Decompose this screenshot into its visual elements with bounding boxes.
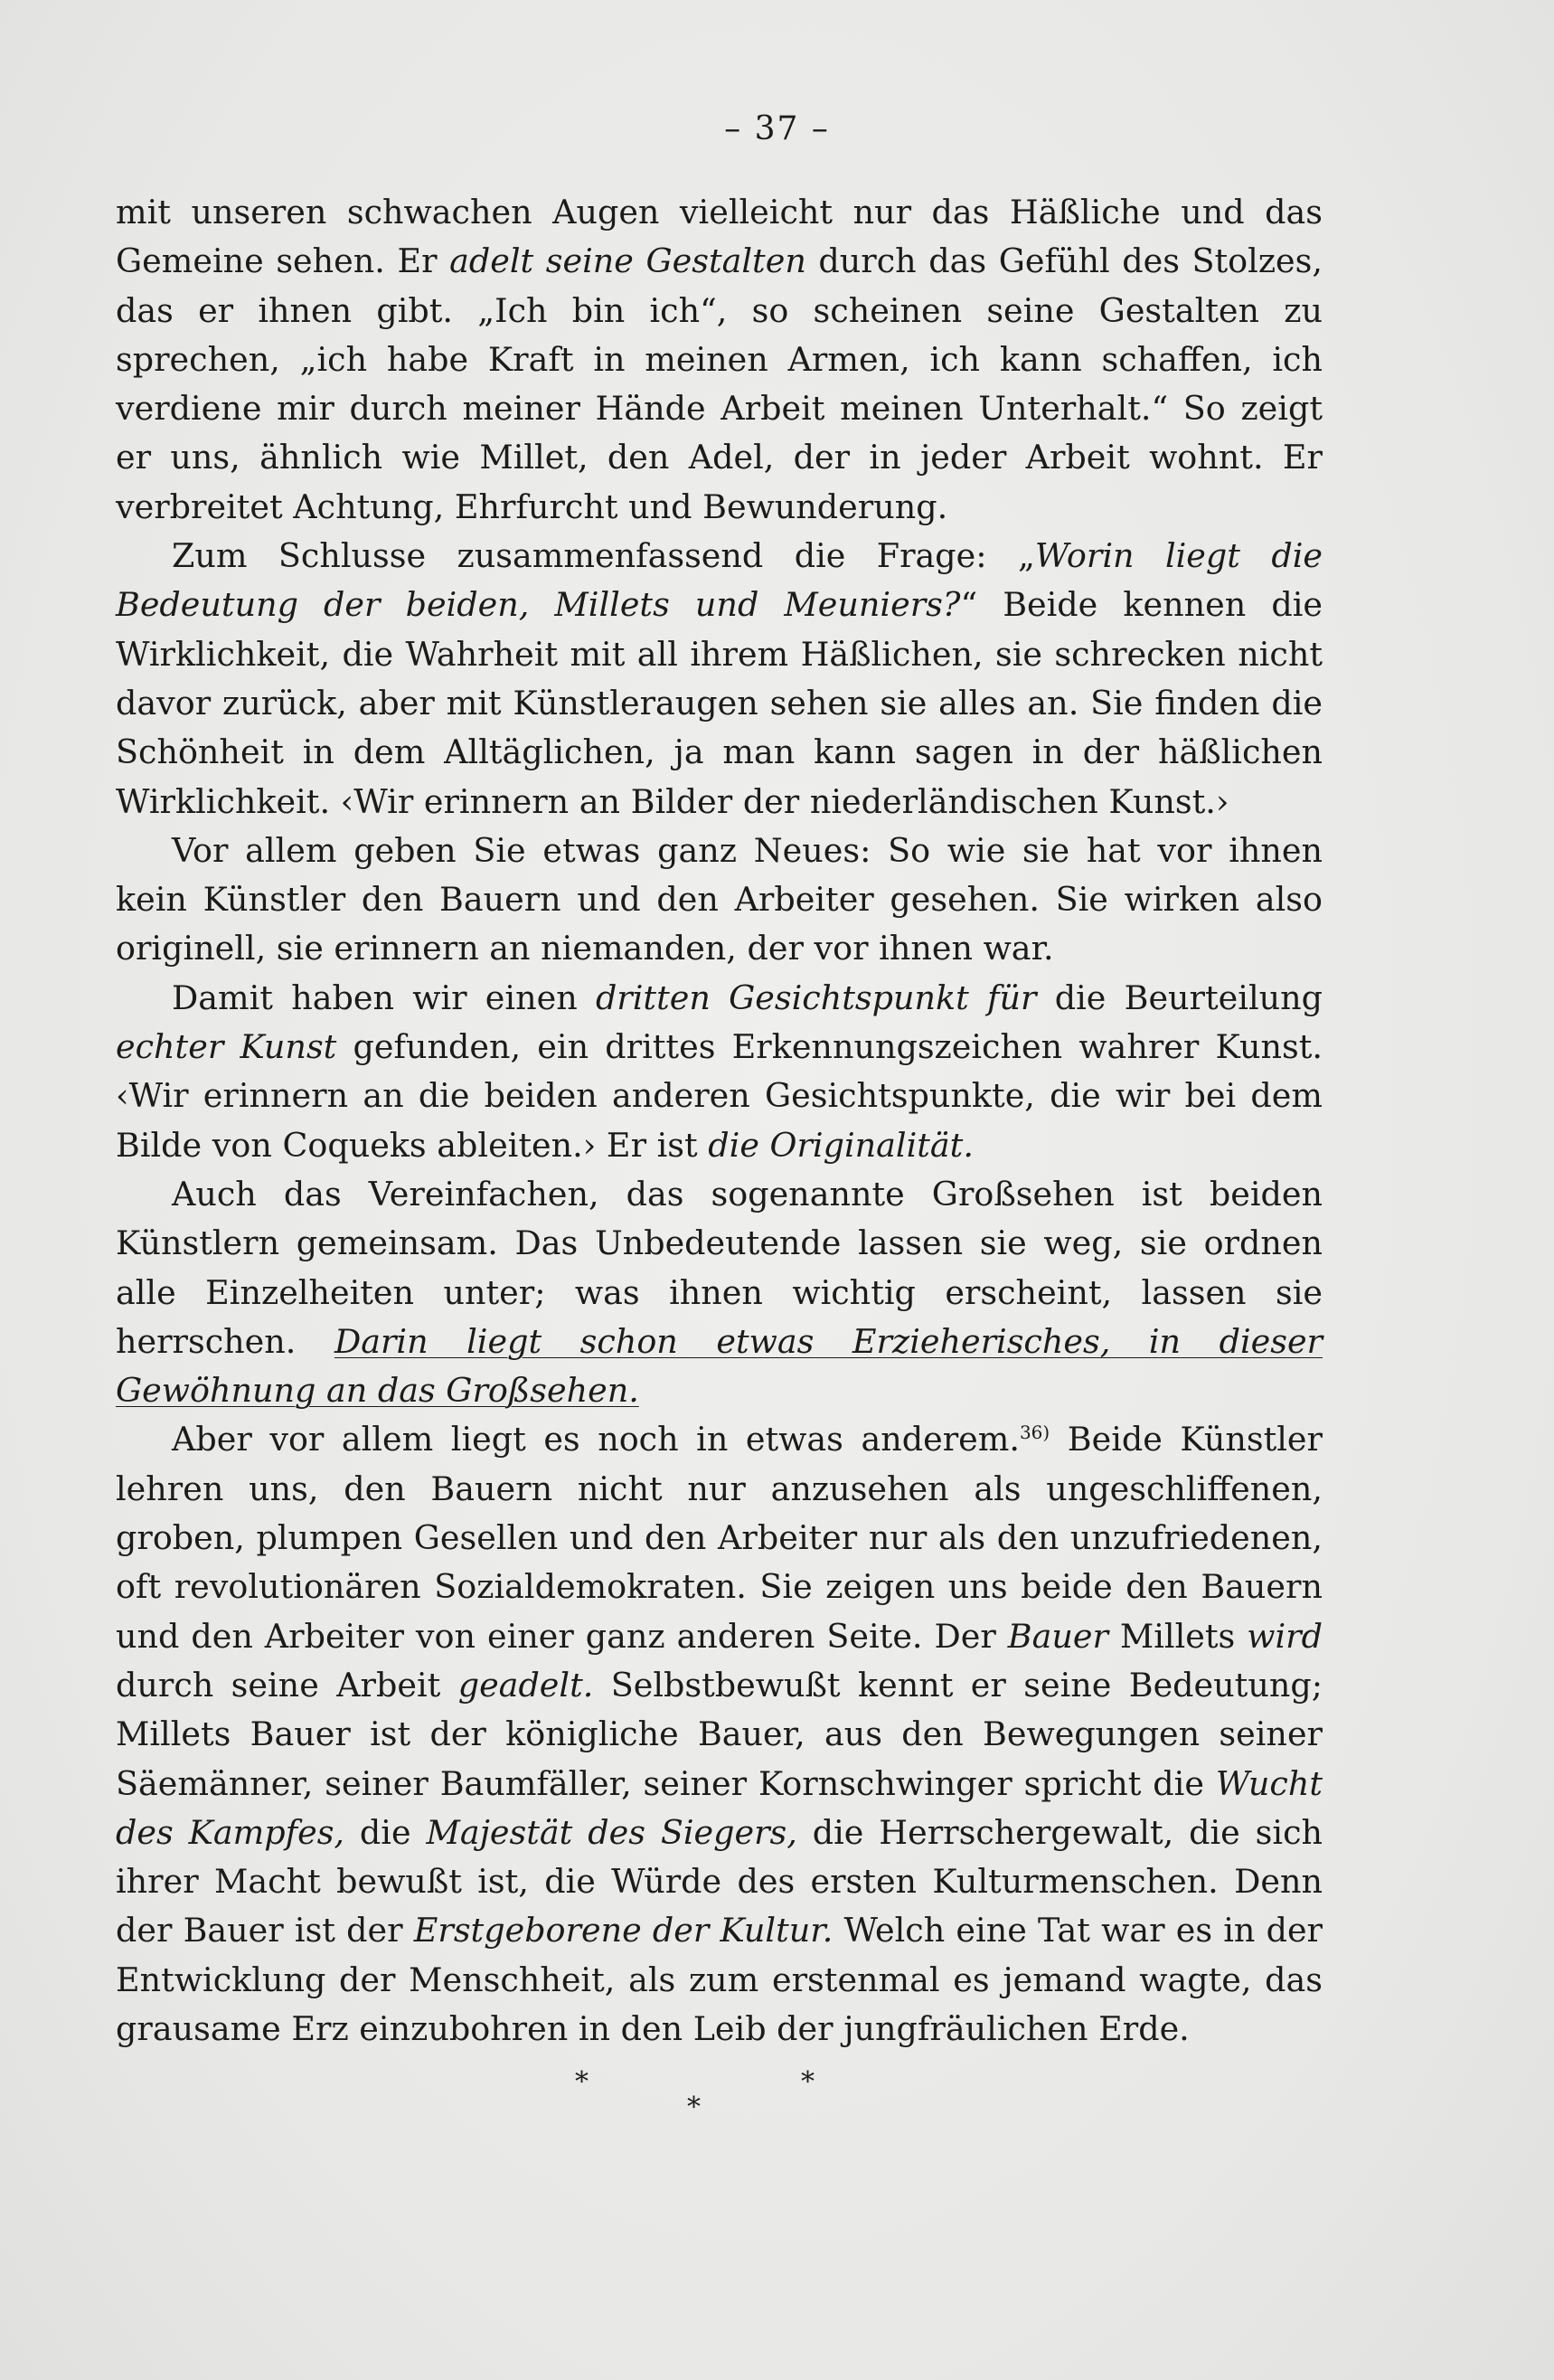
text-run: gefunden, ein drittes Erkennungszeichen wahrer Kunst. ‹Wir erinnern an die beiden anderen Gesichtspunkte, die wir bei dem Bilde von Coqueks ableiten.› Er ist (116, 1027, 1323, 1165)
paragraph (116, 1170, 1323, 1415)
paragraph (116, 532, 1323, 826)
body-text (116, 188, 1323, 2054)
text-run: die Herrschergewalt, die sich ihrer Macht bewußt ist, die Würde des ersten Kulturmenschen. Denn der Bauer ist der (116, 1812, 1323, 1950)
emphasized-text: geadelt. (457, 1665, 594, 1705)
section-ornament (0, 2066, 1554, 2139)
emphasized-text: Erstgeborene der Kultur. (413, 1911, 834, 1950)
asterisk-ornament: * (687, 2092, 701, 2123)
emphasized-text: die Originalität. (708, 1125, 974, 1165)
text-run: Beide Künstler lehren uns, den Bauern nicht nur anzusehen als ungeschliffenen, groben, plumpen Gesellen und den Arbeiter nur als den unzufriedenen, oft revolutionären Sozialdemokraten. Sie zeigen uns beide den Bauern und den Arbeiter von einer ganz anderen Seite. Der (116, 1420, 1323, 1656)
emphasized-text: echter Kunst (116, 1027, 337, 1067)
asterisk-ornament: * (575, 2066, 589, 2098)
paragraph (116, 1415, 1323, 2054)
text-run: die Beurteilung (1036, 978, 1323, 1017)
text-run: die (344, 1812, 427, 1852)
emphasized-text: Darin liegt schon etwas Erzieherisches, in dieser Gewöhnung an das Großsehen. (116, 1321, 1323, 1411)
emphasized-text: Wucht des Kampfes, (116, 1763, 1323, 1852)
text-run: durch das Gefühl des Stolzes, das er ihnen gibt. „Ich bin ich“, so scheinen seine Gestalten zu sprechen, „ich habe Kraft in meinen Armen, ich kann schaffen, ich verdiene mir durch meiner Hände Arbeit meinen Unterhalt.“ So zeigt er uns, ähnlich wie Millet, den Adel, der in jeder Arbeit wohnt. Er verbreitet Achtung, Ehrfurcht und Bewunderung. (116, 241, 1323, 526)
text-run: Auch das Vereinfachen, das sogenannte Großsehen ist beiden Künstlern gemeinsam. Das Unbedeutende lassen sie weg, sie ordnen alle Einzelheiten unter; was ihnen wichtig erscheint, lassen sie herrschen. (116, 1174, 1323, 1361)
text-run: Millets (1107, 1616, 1248, 1656)
paragraph (116, 974, 1323, 1170)
paragraph (116, 188, 1323, 532)
text-run: Selbstbewußt kennt er seine Bedeutung; Millets Bauer ist der königliche Bauer, aus den Bewegungen seiner Säemänner, seiner Baumfäller, seiner Kornschwinger spricht die (116, 1665, 1323, 1803)
text-run: Aber vor allem liegt es noch in etwas anderem. (172, 1420, 1020, 1459)
paragraph (116, 826, 1323, 974)
text-run: durch seine Arbeit (116, 1665, 458, 1705)
text-run: mit unseren schwachen Augen vielleicht nur das Häßliche und das Gemeine sehen. Er (116, 193, 1323, 281)
text-run: Zum Schlusse zusammenfassend die Frage: „ (172, 536, 1035, 576)
footnote-reference: 36) (1019, 1421, 1050, 1444)
emphasized-text: Worin liegt die Bedeutung der beiden, Millets und Meuniers? (116, 536, 1323, 625)
emphasized-text: wird (1247, 1616, 1323, 1656)
page-number: – 37 – (724, 110, 830, 147)
asterisk-ornament: * (801, 2066, 815, 2098)
text-run: Damit haben wir einen (172, 978, 596, 1017)
emphasized-text: Majestät des Siegers, (426, 1812, 797, 1852)
text-run: Welch eine Tat war es in der Entwicklung der Menschheit, als zum erstenmal es jemand wagte, das grausame Erz einzubohren in den Leib der jungfräulichen Erde. (116, 1911, 1323, 2048)
text-run: Vor allem geben Sie etwas ganz Neues: So wie sie hat vor ihnen kein Künstler den Bauern und den Arbeiter gesehen. Sie wirken also originell, sie erinnern an niemanden, der vor ihnen war. (116, 830, 1323, 968)
emphasized-text: adelt seine Gestalten (449, 241, 806, 281)
emphasized-text: Bauer (1007, 1616, 1108, 1656)
text-run: “ Beide kennen die Wirklichkeit, die Wahrheit mit all ihrem Häßlichen, sie schrecken nicht davor zurück, aber mit Künstleraugen sehen sie alles an. Sie finden die Schönheit in dem Alltäglichen, ja man kann sagen in der häßlichen Wirklichkeit. ‹Wir erinnern an Bilder der niederländischen Kunst.› (116, 585, 1323, 821)
emphasized-text: dritten Gesichtspunkt für (595, 978, 1037, 1017)
